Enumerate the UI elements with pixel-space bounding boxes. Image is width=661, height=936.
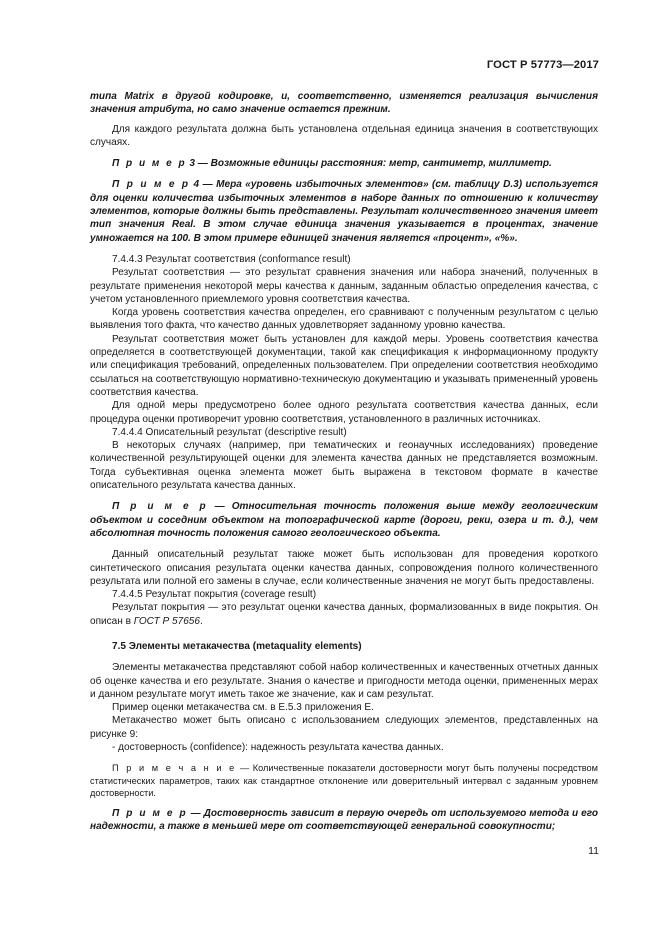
page-content xyxy=(90,90,598,834)
paragraph: Когда уровень соответствия качества определен, его сравнивают с полученным результатом с целью выявления того факта, что качество данных удовлетворяет заданному уровню качества. xyxy=(90,307,598,332)
example-6 xyxy=(90,807,598,834)
note-text: — Количественные показатели достоверности могут быть получены посредством статистических параметров, таких как стандартное отклонение или доверительный интервал с заданным уровнем достоверности. xyxy=(90,763,598,798)
paragraph xyxy=(90,601,598,628)
example-continuation: типа Matrix в другой кодировке, и, соответственно, изменяется реализация вычисления значения атрибута, но само значение остается прежним. xyxy=(90,91,598,116)
paragraph: Для каждого результата должна быть установлена отдельная единица значения в соответствующих случаях. xyxy=(90,123,598,148)
example-text: — Достоверность зависит в первую очередь от используемого метода и его надежности, а также в меньшей мере от соответствующей генеральной совокупности; xyxy=(90,807,598,833)
paragraph-end: . xyxy=(199,615,203,627)
example-text: — Относительная точность положения выше между геологическим объектом и соседним объектом на топографической карте (дороги, реки, озера и т. д.), чем абсолютная точность положения самого геологического объекта. xyxy=(90,501,598,539)
note-label: П р и м е ч а н и е xyxy=(112,763,237,774)
example-label: П р и м е р xyxy=(112,179,191,191)
example-5 xyxy=(90,500,598,540)
example-label: П р и м е р xyxy=(112,807,188,819)
paragraph: Пример оценки метакачества см. в Е.5.3 приложения Е. xyxy=(112,702,374,714)
subsection-heading-7444: 7.4.4.4 Описательный результат (descriptive result) xyxy=(112,426,347,438)
paragraph: Метакачество может быть описано с использованием следующих элементов, представленных на рисунке 9: xyxy=(90,715,598,740)
paragraph: Данный описательный результат также может быть использован для проведения короткого синтетического описания результата оценки качества данных, сопровождения полного количественного результата или полной его замены в случае, если количественные значения не могут быть предоставлены. xyxy=(90,549,598,587)
page-number: 11 xyxy=(588,845,599,857)
paragraph: В некоторых случаях (например, при тематических и геонаучных исследованиях) проведение количественной результирующей оценки для элемента качества данных не представляется возможным. Тогда субъективная оценка элемента может быть выражена в текстовом формате в качестве описательного результата качества данных. xyxy=(90,440,598,492)
paragraph: Для одной меры предусмотрено более одного результата соответствия качества данных, если процедура оценки противоречит уровню соответствия, установленного в различных источниках. xyxy=(90,400,598,425)
example-text: 3 — Возможные единицы расстояния: метр, сантиметр, миллиметр. xyxy=(186,158,552,170)
document-header: ГОСТ Р 57773—2017 xyxy=(486,59,599,71)
paragraph: Элементы метакачества представляют собой набор количественных и качественных отчетных данных об оценке качества и его результате. Знания о качестве и пригодности метода оценки, примененных мерах и данном результате могут иметь такое же значение, как и сам результат. xyxy=(90,662,598,700)
note xyxy=(90,762,598,799)
paragraph: Результат соответствия может быть установлен для каждой меры. Уровень соответствия качества определяется в соответствующей документации, такой как спецификация к информационному продукту или спецификация требований, определенных пользователем. При определении соответствия необходимо ссылаться на соответствующую нормативно-техническую документацию и указывать примененный уровень соответствия качества. xyxy=(90,333,598,398)
example-4 xyxy=(90,178,598,244)
standard-reference: ГОСТ Р 57656 xyxy=(133,615,200,627)
section-heading-75: 7.5 Элементы метакачества (metaquality elements) xyxy=(112,640,362,652)
example-label: П р и м е р xyxy=(112,501,208,513)
subsection-heading-7443: 7.4.4.3 Результат соответствия (conformance result) xyxy=(112,253,351,265)
paragraph-text: Результат покрытия — это результат оценки качества данных, формализованных в виде покрытия. Он описан в xyxy=(90,602,598,627)
subsection-heading-7445: 7.4.4.5 Результат покрытия (coverage result) xyxy=(112,589,317,601)
list-item: - достоверность (confidence): надежность результата качества данных. xyxy=(112,742,444,754)
example-label: П р и м е р xyxy=(112,158,187,170)
example-3 xyxy=(90,157,598,170)
example-text: 4 — Мера «уровень избыточных элементов» (см. таблицу D.3) используется для оценки количества избыточных элементов в наборе данных по отношению к количеству элементов, которые должны быть представлены. Результат количественного значения имеет тип значения Real. В этом случае единица значения указывается в процентах, значение умножается на 100. В этом примере единицей значения является «процент», «%». xyxy=(90,179,598,244)
paragraph: Результат соответствия — это результат сравнения значения или набора значений, полученных в результате применения некоторой меры качества к данным, заданным областью определения качества, с учетом установленного приемлемого уровня соответствия качества. xyxy=(90,267,598,305)
